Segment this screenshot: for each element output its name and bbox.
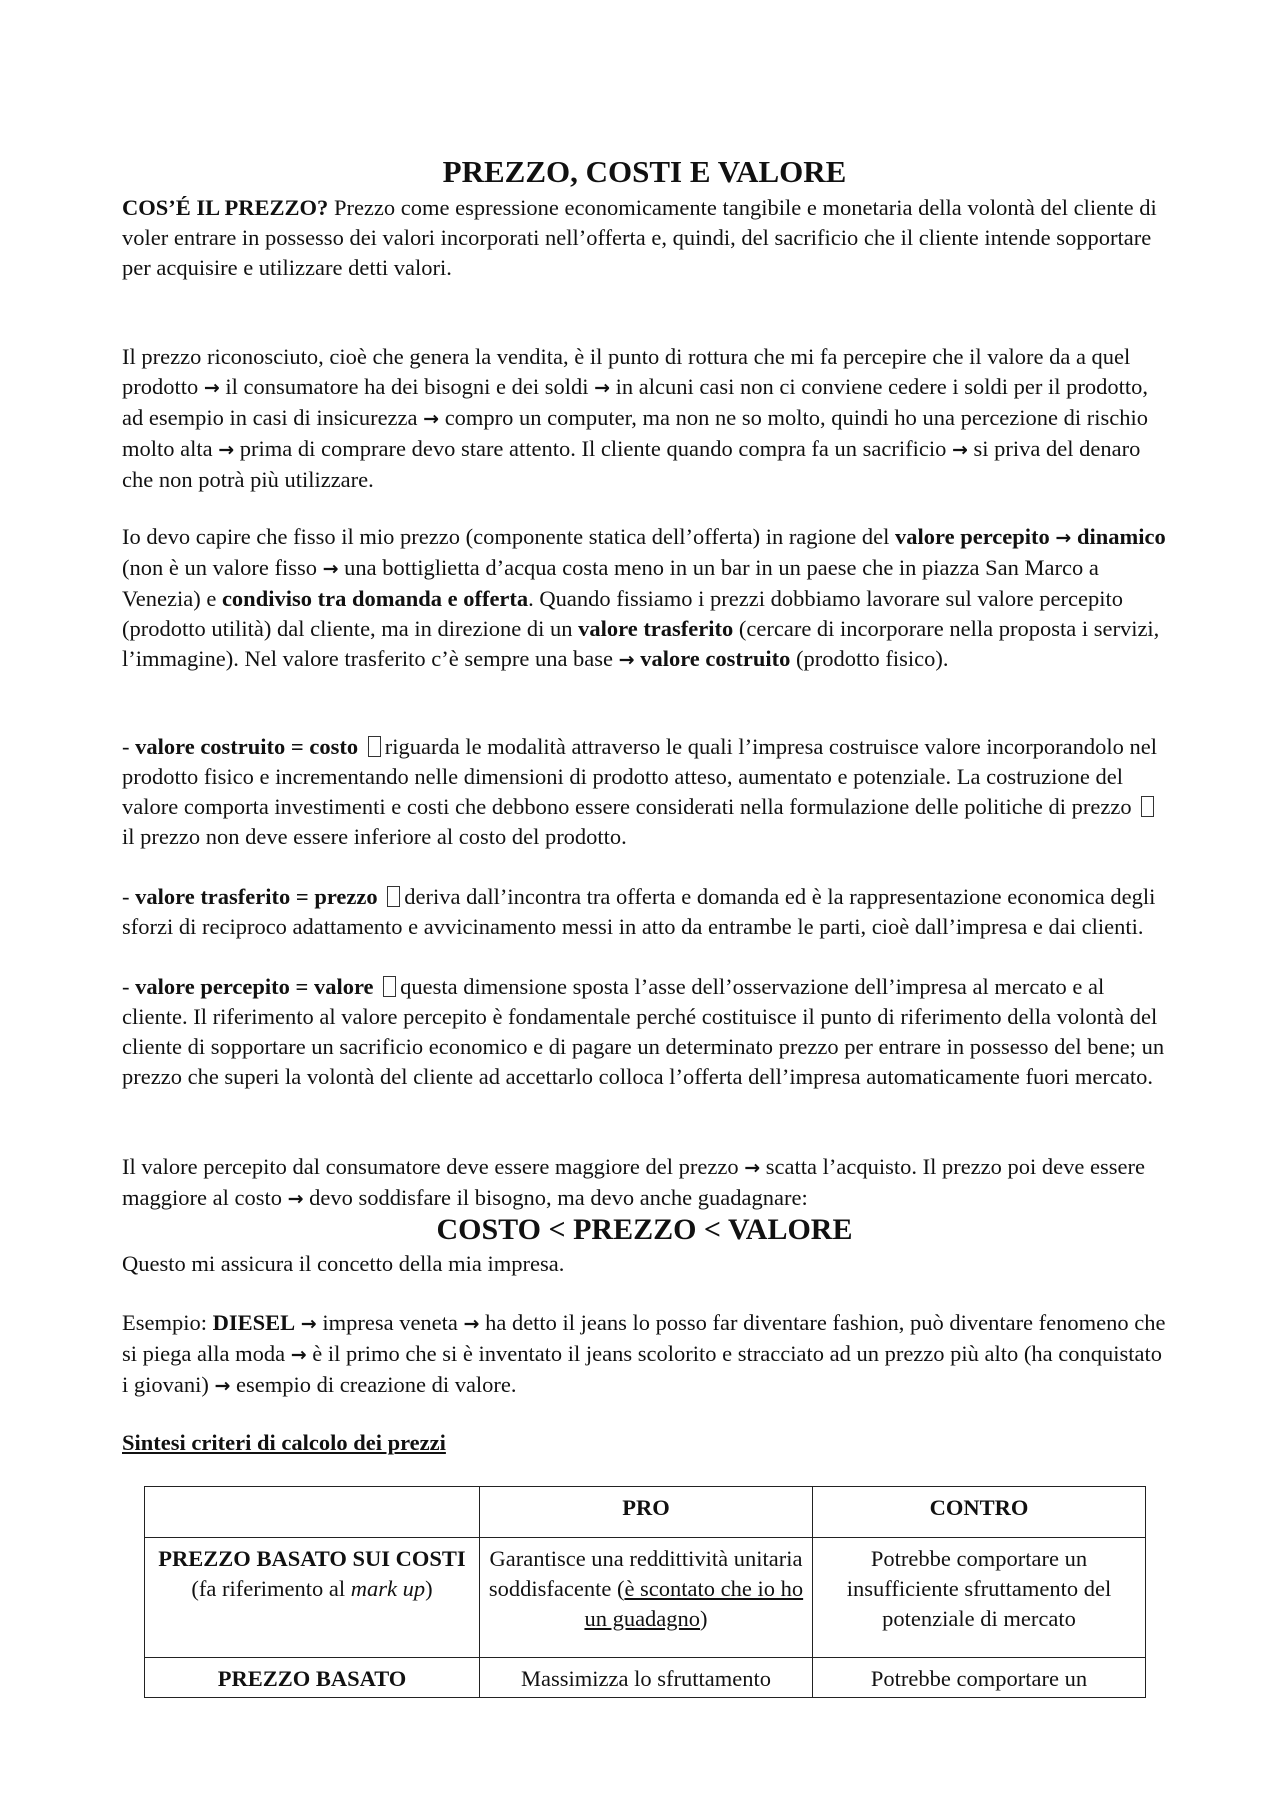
paragraph-esempio-diesel: Esempio: DIESEL → impresa veneta → ha detto il jeans lo posso far diventare fashion, può diventare fenomeno che si piega alla moda → è il primo che si è inventato il jeans scolorito e stracciato ad un prezzo più alto (ha conquistato i giovani) → esempio di creazione di valore.: [122, 1310, 1166, 1397]
page-title: PREZZO, COSTI E VALORE: [442, 154, 847, 189]
pricing-criteria-table: [144, 1486, 1146, 1698]
table-row: [145, 1658, 1146, 1698]
arrow-icon: →: [423, 408, 440, 430]
table-header-cell: PRO: [480, 1487, 813, 1538]
arrow-icon: →: [744, 1157, 761, 1179]
intro-paragraph: COS’É IL PREZZO? Prezzo come espressione economicamente tangibile e monetaria della volontà del cliente di voler entrare in possesso dei valori incorporati nell’offerta e, quindi, del sacrificio che il cliente intende sopportare per acquisire e utilizzare detti valori.: [122, 195, 1157, 280]
missing-glyph-icon: [1141, 796, 1154, 817]
arrow-icon: →: [463, 1313, 480, 1335]
missing-glyph-icon: [368, 736, 381, 757]
arrow-icon: →: [214, 1375, 231, 1397]
paragraph-valore-percepito: Io devo capire che fisso il mio prezzo (componente statica dell’offerta) in ragione del valore percepito → dinamico (non è un valore fisso → una bottiglietta d’acqua costa meno in un bar in un paese che in piazza San Marco a Venezia) e condiviso tra domanda e offerta. Quando fissiamo i prezzi dobbiamo lavorare sul valore percepito (prodotto utilità) dal cliente, ma in direzione di un valore trasferito (cercare di incorporare nella proposta i servizi, l’immagine). Nel valore trasferito c’è sempre una base → valore costruito (prodotto fisico).: [122, 524, 1166, 671]
table-row: [145, 1538, 1146, 1658]
arrow-icon: →: [300, 1313, 317, 1335]
table-cell-contro: Potrebbe comportare un insufficiente sfruttamento del potenziale di mercato: [813, 1538, 1146, 1658]
table-cell-criterion: PREZZO BASATO SUI COSTI (fa riferimento al mark up): [145, 1538, 480, 1658]
table-cell-pro: Garantisce una reddittività unitaria soddisfacente (è scontato che io ho un guadagno): [480, 1538, 813, 1658]
formula-costo-prezzo-valore: COSTO < PREZZO < VALORE: [436, 1213, 853, 1246]
arrow-icon: →: [290, 1344, 307, 1366]
arrow-icon: →: [1055, 527, 1072, 549]
table-header-cell: CONTRO: [813, 1487, 1146, 1538]
arrow-icon: →: [218, 439, 235, 461]
list-item-valore-trasferito: - valore trasferito = prezzo deriva dall’incontra tra offerta e domanda ed è la rappresentazione economica degli sforzi di reciproco adattamento e avvicinamento messi in atto da entrambe le parti, cioè dall’impresa e dai clienti.: [122, 884, 1156, 939]
list-item-valore-percepito: - valore percepito = valore questa dimensione sposta l’asse dell’osservazione dell’impresa al mercato e al cliente. Il riferimento al valore percepito è fondamentale perché costituisce il punto di riferimento della volontà del cliente di sopportare un sacrificio economico e di pagare un determinato prezzo per entrare in possesso del bene; un prezzo che superi la volontà del cliente ad accettarlo colloca l’offerta dell’impresa automaticamente fuori mercato.: [122, 974, 1165, 1089]
table-cell-contro: Potrebbe comportare un: [813, 1658, 1146, 1698]
table-header-row: [145, 1487, 1146, 1538]
arrow-icon: →: [203, 377, 220, 399]
paragraph-valore-prezzo: Il valore percepito dal consumatore deve essere maggiore del prezzo → scatta l’acquisto. Il prezzo poi deve essere maggiore al costo → devo soddisfare il bisogno, ma devo anche guadagnare:: [122, 1154, 1145, 1210]
table-cell-criterion: PREZZO BASATO: [145, 1658, 480, 1698]
missing-glyph-icon: [387, 886, 400, 907]
arrow-icon: →: [594, 377, 611, 399]
paragraph-assicura: Questo mi assicura il concetto della mia impresa.: [122, 1251, 565, 1276]
arrow-icon: →: [952, 439, 968, 461]
arrow-icon: →: [322, 558, 339, 580]
intro-question: COS’É IL PREZZO?: [122, 195, 329, 220]
list-item-valore-costruito: - valore costruito = costo riguarda le modalità attraverso le quali l’impresa costruisce valore incorporandolo nel prodotto fisico e incrementando nelle dimensioni di prodotto atteso, aumentato e potenziale. La costruzione del valore comporta investimenti e costi che debbono essere considerati nella formulazione delle politiche di prezzo il prezzo non deve essere inferiore al costo del prodotto.: [122, 734, 1157, 849]
arrow-icon: →: [618, 649, 635, 671]
missing-glyph-icon: [383, 976, 396, 997]
table-cell-pro: Massimizza lo sfruttamento: [480, 1658, 813, 1698]
section-title: Sintesi criteri di calcolo dei prezzi: [122, 1430, 446, 1455]
arrow-icon: →: [287, 1188, 304, 1210]
paragraph-riconosciuto: Il prezzo riconosciuto, cioè che genera la vendita, è il punto di rottura che mi fa percepire che il valore da a quel prodotto → il consumatore ha dei bisogni e dei soldi → in alcuni casi non ci conviene cedere i soldi per il prodotto, ad esempio in casi di insicurezza → compro un computer, ma non ne so molto, quindi ho una percezione di rischio molto alta → prima di comprare devo stare attento. Il cliente quando compra fa un sacrificio → si priva del denaro che non potrà più utilizzare.: [122, 344, 1148, 492]
table-header-cell: [145, 1487, 480, 1538]
